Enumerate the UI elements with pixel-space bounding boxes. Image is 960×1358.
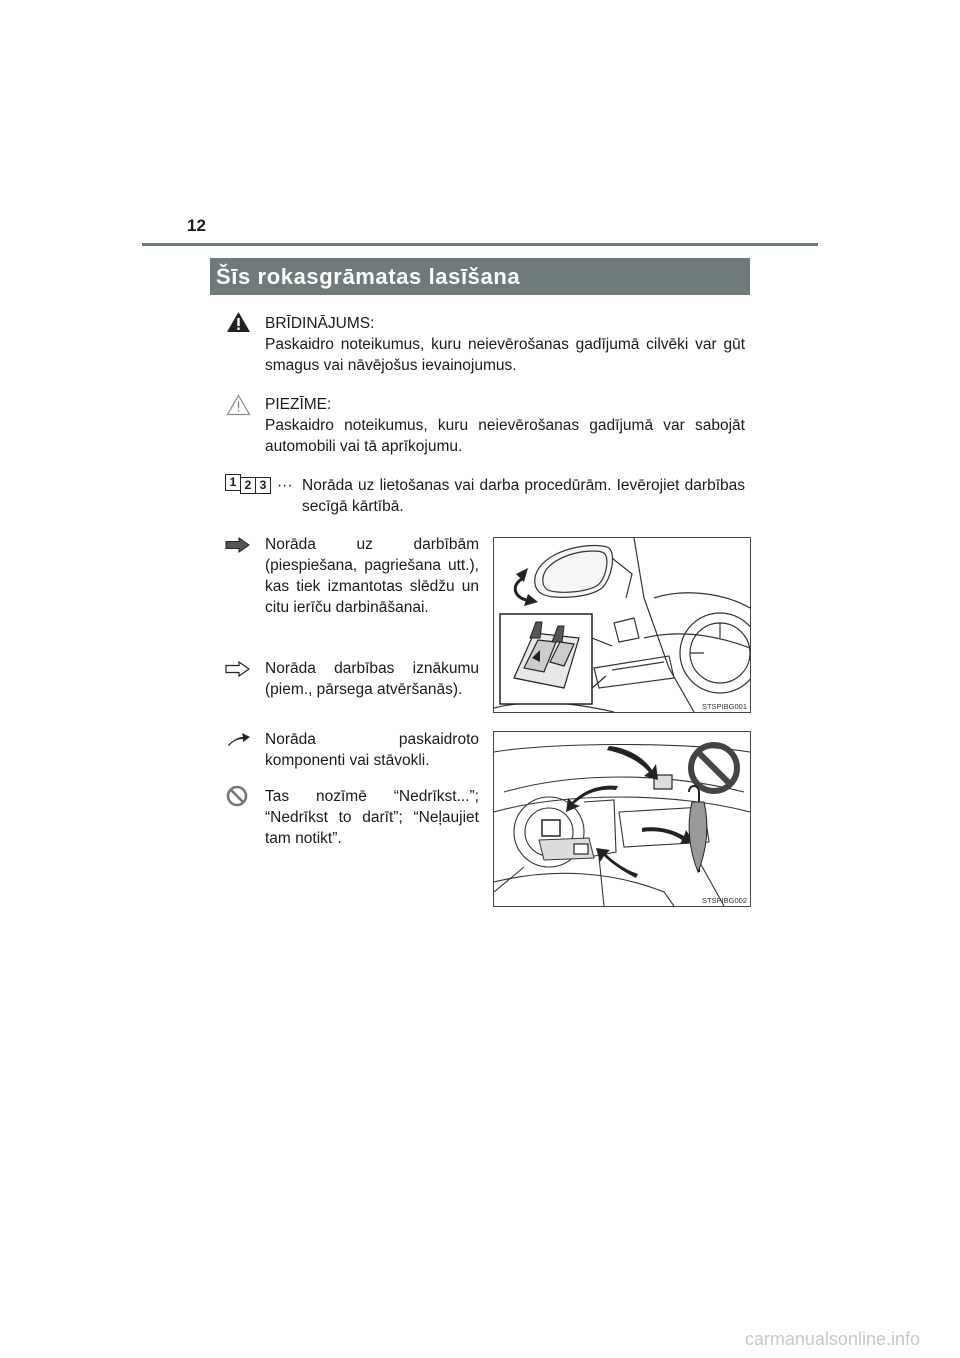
warning-triangle-filled-icon [226, 311, 251, 333]
notice-text: Paskaidro noteikumus, kuru neievērošanas gadījumā var sabojāt automobili vai tā aprīkojumu. [265, 417, 745, 455]
arrow-filled-icon [225, 537, 250, 553]
mirror-switch-illustration [494, 538, 750, 712]
step-number-3: 3 [255, 477, 271, 494]
pointer-arrow-icon [226, 731, 251, 747]
step-numbers-icon [225, 474, 275, 496]
symbol-text-result: Norāda darbības iznākumu (piem., pārsega atvēršanās). [265, 660, 479, 698]
step-number-2: 2 [240, 477, 256, 494]
symbol-text-prohibition: Tas nozīmē “Nedrīkst...”; “Nedrīkst to darīt”; “Neļaujiet tam notikt”. [265, 788, 479, 847]
symbol-text-action: Norāda uz darbībām (piespiešana, pagriešana utt.), kas tiek izmantotas slēdžu un citu ierīču darbināšanai. [265, 536, 479, 616]
page-number: 12 [187, 216, 206, 235]
arrow-outline-icon [225, 661, 250, 677]
notice-label: PIEZĪME: [265, 396, 332, 413]
footer-watermark: carmanualsonline.info [744, 1329, 920, 1349]
steps-separator: ··· [277, 477, 293, 494]
figure-code-2: STSPIBG002 [701, 896, 747, 905]
warning-triangle-outline-icon [226, 394, 251, 416]
prohibition-icon [226, 785, 248, 807]
section-header: Šīs rokasgrāmatas lasīšana [210, 258, 750, 295]
dashboard-illustration [494, 732, 750, 906]
warning-label: BRĪDINĀJUMS: [265, 315, 375, 332]
figure-code-1: STSPIBG001 [701, 702, 747, 711]
steps-text: Norāda uz lietošanas vai darba procedūrām. Ievērojiet darbības secīgā kārtībā. [302, 477, 745, 515]
warning-text: Paskaidro noteikumus, kuru neievērošanas gadījumā cilvēki var gūt smagus vai nāvējošus ievainojumus. [265, 336, 745, 374]
figure-dashboard-prohibition [493, 731, 751, 907]
symbol-text-component: Norāda paskaidroto komponenti vai stāvokli. [265, 731, 479, 769]
top-rule [142, 243, 818, 246]
step-number-1: 1 [225, 474, 241, 491]
figure-mirror-switch [493, 537, 751, 713]
